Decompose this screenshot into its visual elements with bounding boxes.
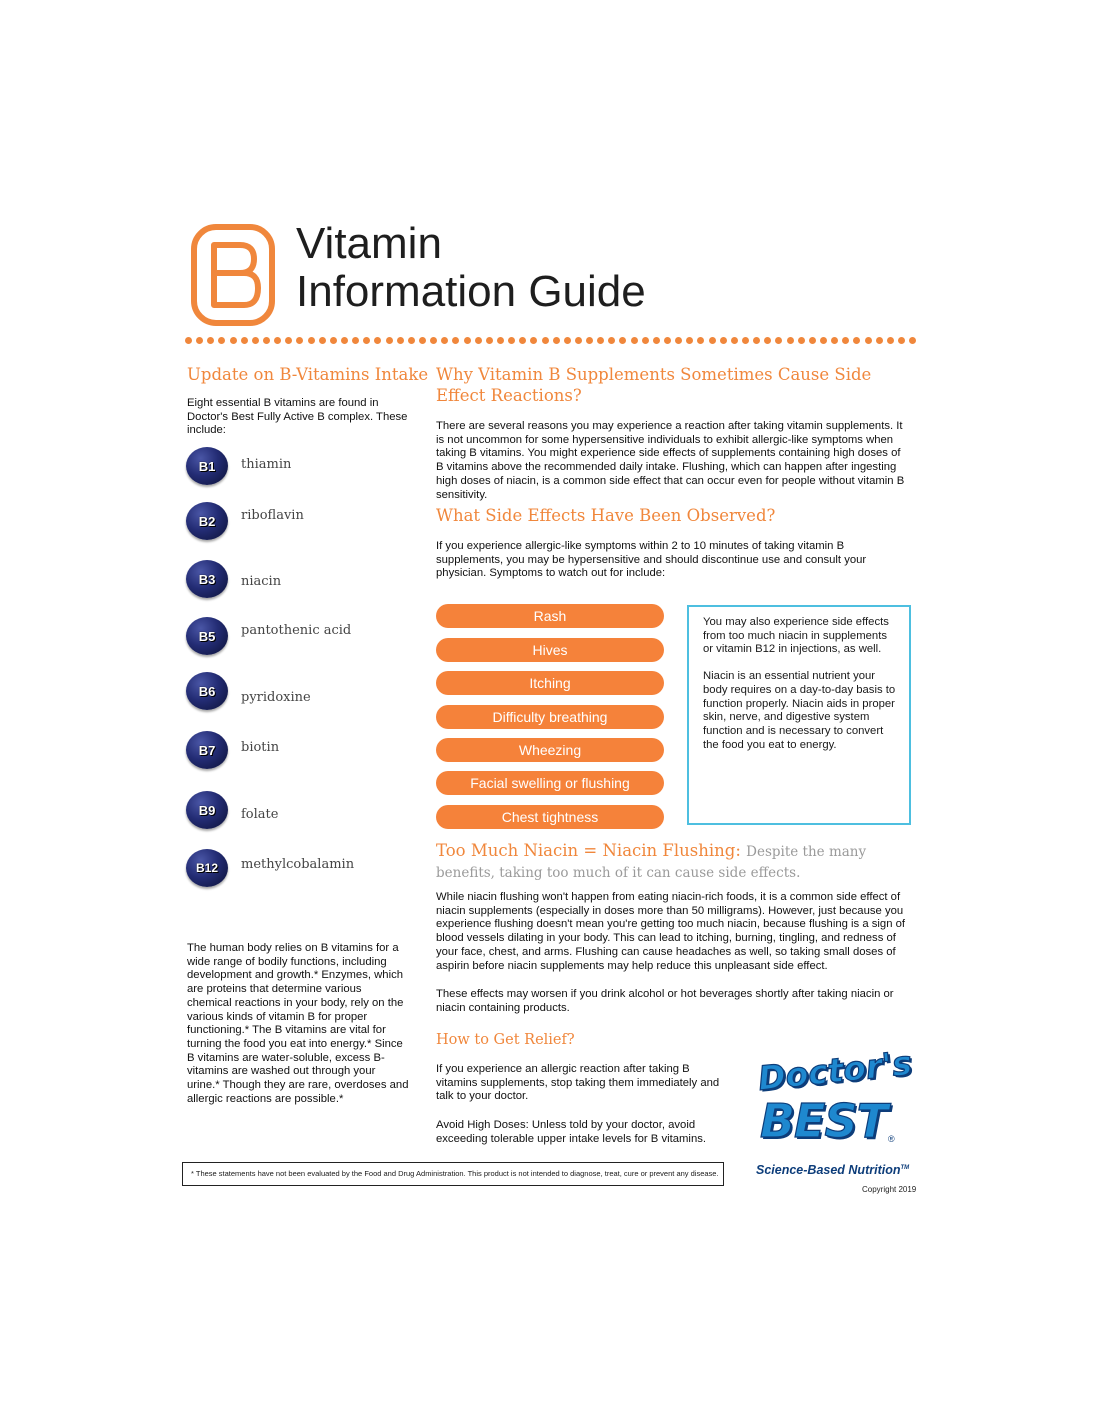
divider-dot [408,337,415,344]
divider-dot [319,337,326,344]
vitamin-badge: B2 [186,502,228,540]
divider-dot [419,337,426,344]
divider-dot [709,337,716,344]
b-logo-icon [190,223,278,327]
divider-dot [853,337,860,344]
divider-dot [296,337,303,344]
divider-dot [764,337,771,344]
divider-dot [553,337,560,344]
divider-dot [675,337,682,344]
vitamin-item [186,731,280,769]
relief-body-2: Avoid High Doses: Unless told by your doctor, avoid exceeding tolerable upper intake levels for B vitamins. [436,1119,707,1145]
divider-dot [697,337,704,344]
niacin-subheading: Despite the many benefits, taking too much of it can cause side effects. [436,844,867,881]
divider-dot [196,337,203,344]
divider-dot [308,337,315,344]
vitamin-name: pyridoxine [241,690,311,705]
symptom-pill: Hives [436,638,664,662]
vitamin-name: biotin [241,740,280,755]
divider-dot [530,337,537,344]
page-title-line1: Vitamin [296,219,442,268]
divider-dot [787,337,794,344]
divider-dot [207,337,214,344]
divider-dot [720,337,727,344]
vitamin-badge: B3 [186,560,228,598]
symptom-pill: Wheezing [436,738,664,762]
intake-intro: Eight essential B vitamins are found in Doctor's Best Fully Active B complex. These include: [187,397,408,437]
divider-dot [775,337,782,344]
divider-dot [898,337,905,344]
vitamin-name: methylcobalamin [241,857,355,872]
niacin-body-2: These effects may worsen if you drink alcohol or hot beverages shortly after taking niacin or niacin containing products. [436,988,894,1014]
divider-dot [798,337,805,344]
trademark-mark: TM [900,1164,910,1171]
divider-dot [731,337,738,344]
vitamin-name: folate [241,807,279,822]
vitamin-item [186,672,311,710]
vitamin-name: niacin [241,574,282,589]
divider-dot [397,337,404,344]
divider-dot [185,337,192,344]
why-heading: Why Vitamin B Supplements Sometimes Cause Side Effect Reactions? [436,365,872,405]
observed-body: If you experience allergic-like symptoms within 2 to 10 minutes of taking vitamin B supplements, you may be hypersensitive and should discontinue use and consult your physician. Symptoms to watch out for include: [436,540,867,580]
symptom-pill: Difficulty breathing [436,705,664,729]
divider-dot [341,337,348,344]
divider-dot [230,337,237,344]
divider-dot [252,337,259,344]
divider-dot [597,337,604,344]
divider-dot [619,337,626,344]
divider-dot [330,337,337,344]
divider-dot [742,337,749,344]
why-body: There are several reasons you may experience a reaction after taking vitamin supplements. It is not uncommon for some hypersensitive individuals to exhibit allergic-like symptoms when taking B vitamins. You might experience side effects of supplements containing high doses of B vitamins above the recommended daily intake. Flushing, which can happen after ingesting high doses of niacin, is a common side effect that can occur even for people without vitamin B sensitivity. [436,420,905,501]
vitamin-item [186,849,355,887]
niacin-callout-box [687,605,911,825]
divider-dot [887,337,894,344]
niacin-heading-block [436,841,910,883]
callout-paragraph: Niacin is an essential nutrient your body requires on a day-to-day basis to function properly. Niacin aids in proper skin, nerve, and digestive system function and is necessary to convert the food you eat to energy. [703,670,896,751]
divider-dot [486,337,493,344]
fda-disclaimer: * These statements have not been evaluated by the Food and Drug Administration. This product is not intended to diagnose, treat, cure or prevent any disease. [182,1162,724,1186]
doctors-best-logo [752,1043,916,1186]
divider-dot [441,337,448,344]
registered-mark: ® [888,1134,895,1144]
divider-dot [452,337,459,344]
divider-dot [241,337,248,344]
vitamin-name: riboflavin [241,508,304,523]
divider-dot [865,337,872,344]
divider-dot [430,337,437,344]
tagline-text: Science-Based Nutrition [756,1163,901,1177]
symptom-pill: Chest tightness [436,805,664,829]
vitamin-badge: B6 [186,672,228,710]
dotted-divider [185,337,917,344]
vitamin-item [186,560,282,598]
symptom-pill: Facial swelling or flushing [436,771,664,795]
copyright: Copyright 2019 [862,1185,917,1194]
niacin-heading: Too Much Niacin = Niacin Flushing: [436,841,741,860]
divider-dot [809,337,816,344]
vitamin-name: thiamin [241,457,292,472]
divider-dot [653,337,660,344]
callout-paragraph: You may also experience side effects from too much niacin in supplements or vitamin B12 in injections, as well. [703,616,889,656]
divider-dot [464,337,471,344]
vitamin-item [186,447,292,485]
vitamin-item [186,617,352,655]
divider-dot [586,337,593,344]
vitamin-badge: B7 [186,731,228,769]
divider-dot [542,337,549,344]
b-vitamins-body: The human body relies on B vitamins for a wide range of bodily functions, including development and growth.* Enzymes, which are proteins that determine various chemical reactions in your body, rely on the various kinds of vitamin B for proper functioning.* The B vitamins are vital for turning the food you eat into energy.* Since B vitamins are water-soluble, excess B-vitamins are washed out through your urine.* Though they are rare, overdoses and allergic reactions are possible.* [187,942,409,1105]
symptom-pill: Itching [436,671,664,695]
divider-dot [263,337,270,344]
divider-dot [352,337,359,344]
divider-dot [842,337,849,344]
divider-dot [876,337,883,344]
divider-dot [608,337,615,344]
divider-dot [575,337,582,344]
page-title-line2: Information Guide [296,267,646,316]
divider-dot [374,337,381,344]
niacin-body: While niacin flushing won't happen from eating niacin-rich foods, it is a common side effect of niacin supplements (especially in doses more than 50 milligrams). However, just because you experience flushing doesn't mean you're getting too much niacin, because flushing is a sign of blood vessels dilating in your body. This can lead to itching, burning, tingling, and redness of your face, chest, and arms. Flushing can cause headaches as well, so taking small doses of aspirin before niacin supplements may help reduce this unpleasant side effect. [436,891,906,972]
divider-dot [831,337,838,344]
divider-dot [508,337,515,344]
vitamin-badge: B1 [186,447,228,485]
vitamin-item [186,502,304,540]
divider-dot [386,337,393,344]
vitamin-badge: B12 [186,849,228,887]
brand-line2: BEST [760,1094,887,1148]
brand-tagline [756,1163,909,1177]
divider-dot [285,337,292,344]
vitamin-name: pantothenic acid [241,623,352,638]
divider-dot [631,337,638,344]
vitamin-badge: B5 [186,617,228,655]
brand-line1: Doctor's [756,1043,914,1098]
relief-heading: How to Get Relief? [436,1032,575,1048]
divider-dot [909,337,916,344]
intake-heading: Update on B-Vitamins Intake [187,365,429,384]
divider-dot [363,337,370,344]
divider-dot [642,337,649,344]
divider-dot [497,337,504,344]
divider-dot [664,337,671,344]
observed-heading: What Side Effects Have Been Observed? [436,506,776,525]
divider-dot [564,337,571,344]
vitamin-badge: B9 [186,791,228,829]
divider-dot [686,337,693,344]
divider-dot [519,337,526,344]
divider-dot [820,337,827,344]
divider-dot [218,337,225,344]
vitamin-item [186,791,279,829]
symptom-pill: Rash [436,604,664,628]
divider-dot [274,337,281,344]
divider-dot [475,337,482,344]
relief-body: If you experience an allergic reaction after taking B vitamins supplements, stop taking them immediately and talk to your doctor. [436,1063,720,1103]
divider-dot [753,337,760,344]
